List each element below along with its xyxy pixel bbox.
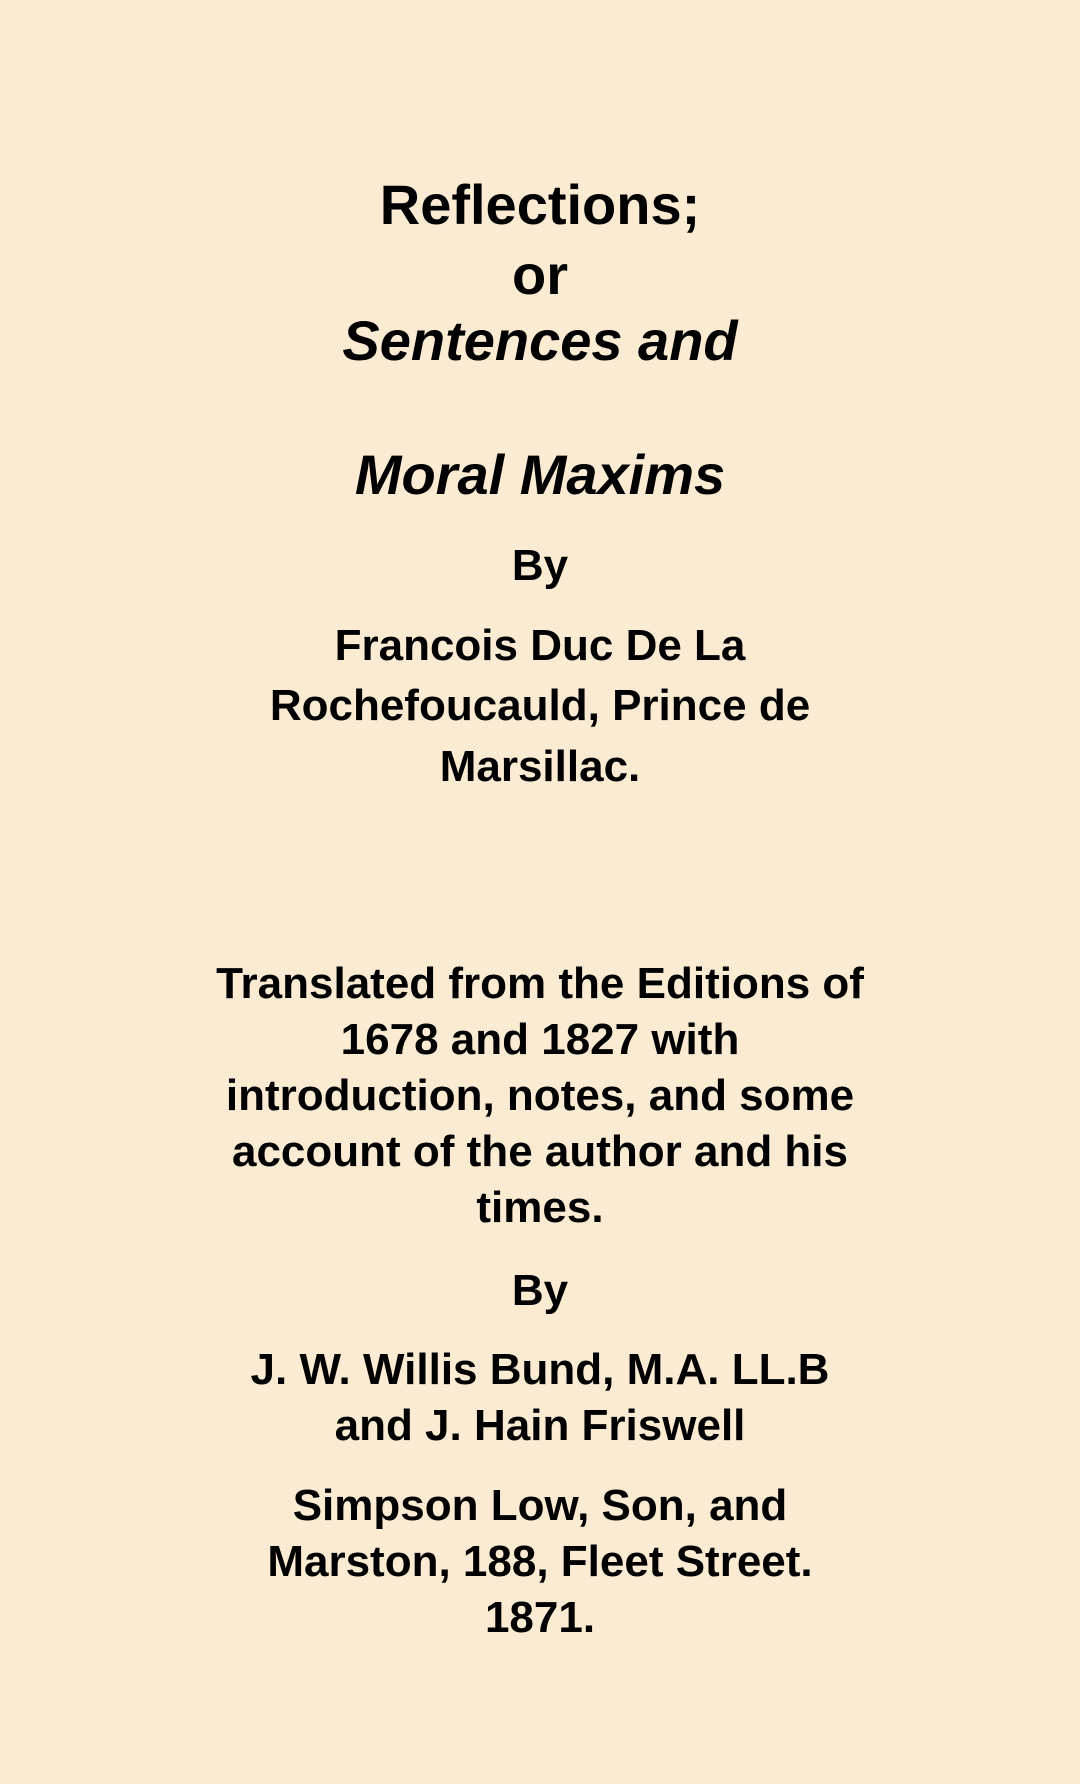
translation-line-3: introduction, notes, and some — [225, 1071, 855, 1120]
subtitle-line-1: Sentences and — [342, 309, 738, 372]
publisher-line-2: Marston, 188, Fleet Street. — [267, 1537, 813, 1586]
author-line-1: Francois Duc De La — [334, 621, 746, 670]
publisher-line-1: Simpson Low, Son, and — [292, 1481, 788, 1530]
translation-line-1: Translated from the Editions of — [216, 959, 864, 1008]
by-label-2: By — [511, 1266, 569, 1315]
title-connector: or — [512, 243, 568, 306]
translation-line-2: 1678 and 1827 with — [340, 1015, 740, 1064]
author-line-3: Marsillac. — [439, 742, 641, 791]
book-title: Reflections; — [379, 173, 701, 236]
by-label: By — [511, 541, 569, 590]
publisher-year: 1871. — [484, 1593, 596, 1642]
translator-line-2: and J. Hain Friswell — [334, 1401, 746, 1450]
translation-line-5: times. — [476, 1183, 604, 1232]
translation-line-4: account of the author and his — [231, 1127, 849, 1176]
subtitle-line-2: Moral Maxims — [354, 443, 726, 506]
translator-line-1: J. W. Willis Bund, M.A. LL.B — [250, 1345, 830, 1394]
author-line-2: Rochefoucauld, Prince de — [269, 681, 811, 730]
